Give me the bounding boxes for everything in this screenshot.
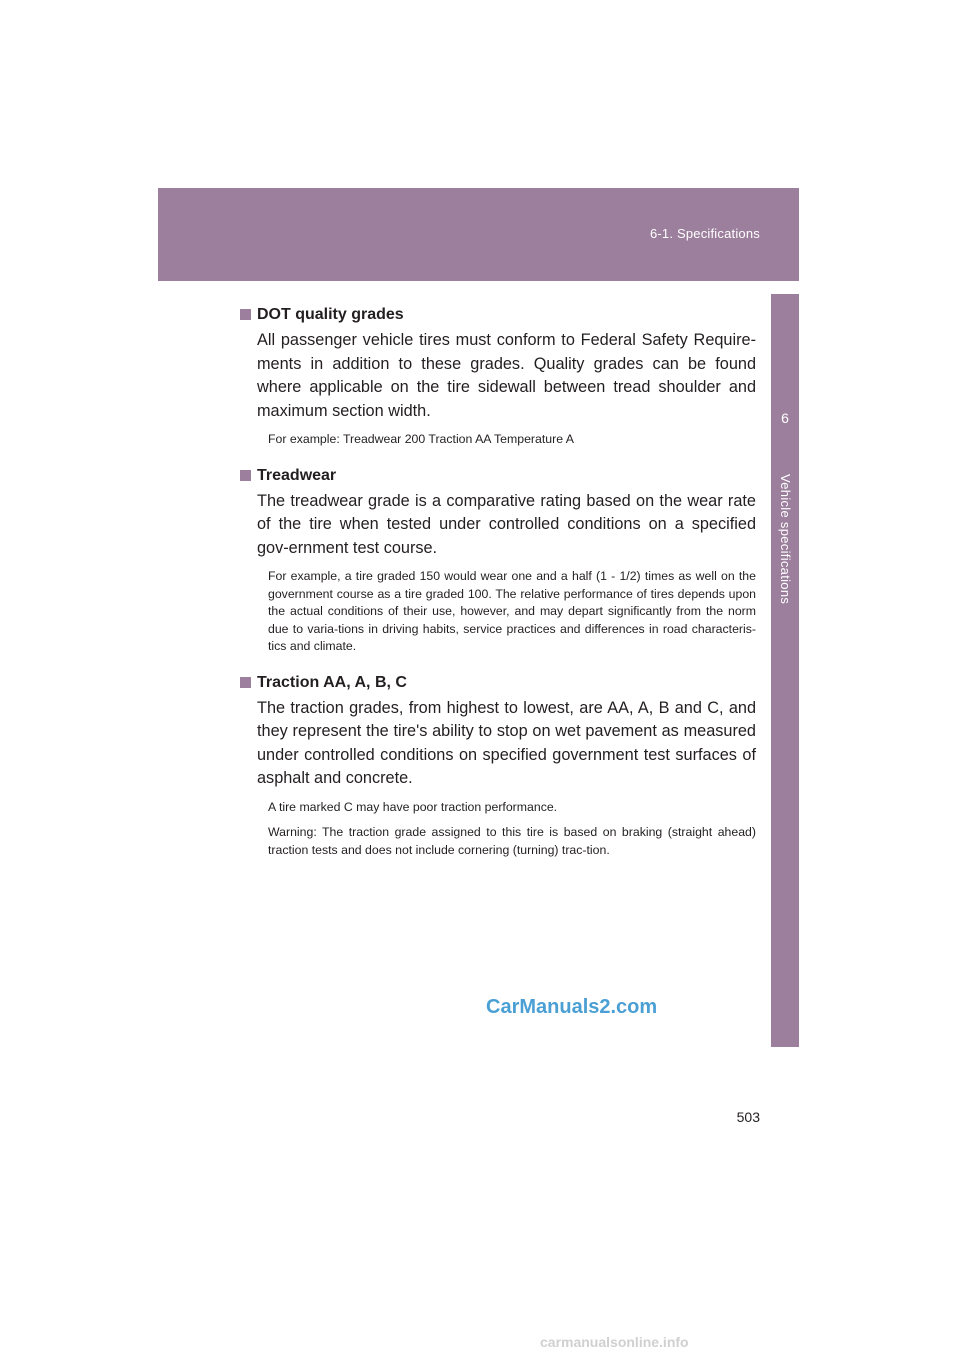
- chapter-number: 6: [781, 410, 789, 426]
- section-heading-text: Treadwear: [257, 466, 337, 484]
- section-heading-text: DOT quality grades: [257, 306, 404, 323]
- square-bullet-icon: [240, 309, 251, 320]
- square-bullet-icon: [240, 677, 251, 688]
- section-note: A tire marked C may have poor traction performance.: [268, 799, 558, 814]
- section-heading: [240, 303, 756, 327]
- chapter-title: Vehicle specifications: [778, 474, 793, 605]
- square-bullet-icon: [240, 470, 251, 481]
- section-note: For example: Treadwear 200 Traction AA Temperature A: [268, 432, 574, 446]
- section-body: All passenger vehicle tires must conform to Federal Safety Require-ments in addition to these grades. Quality grades can be found where applicable on the tire sidewall between tread shoulder and maximum section width.: [257, 331, 756, 420]
- page-number: 503: [736, 1109, 760, 1125]
- section-body: The treadwear grade is a comparative rating based on the wear rate of the tire when tested under controlled conditions on a specified gov-ernment test course.: [257, 491, 756, 557]
- section-note: Warning: The traction grade assigned to this tire is based on braking (straight ahead) traction tests and does not include cornering (turning) trac-tion.: [268, 825, 756, 857]
- page-content: [240, 303, 756, 859]
- section-note: For example, a tire graded 150 would wear one and a half (1 - 1/2) times as well on the government course as a tire graded 100. The relative performance of tires depends upon the actual conditions of their use, however, and may depart significantly from the norm due to varia-tions in driving habits, service practices and differences in road characteris-tics and climate.: [268, 569, 756, 653]
- section-treadwear: [240, 464, 756, 656]
- footer-watermark: carmanualsonline.info: [540, 1334, 689, 1350]
- section-body: The traction grades, from highest to lowest, are AA, A, B and C, and they represent the tire's ability to stop on wet pavement as measured under controlled conditions on specified government test surfaces of asphalt and concrete.: [257, 698, 756, 787]
- chapter-side-tab: [771, 294, 799, 1047]
- section-heading-text: Traction AA, A, B, C: [257, 673, 407, 691]
- section-label: 6-1. Specifications: [649, 226, 760, 241]
- section-heading: [240, 671, 756, 695]
- watermark-link[interactable]: CarManuals2.com: [486, 996, 658, 1018]
- section-traction: [240, 671, 756, 860]
- section-heading: [240, 464, 756, 488]
- section-dot-quality-grades: [240, 303, 756, 449]
- header-band: [158, 188, 799, 281]
